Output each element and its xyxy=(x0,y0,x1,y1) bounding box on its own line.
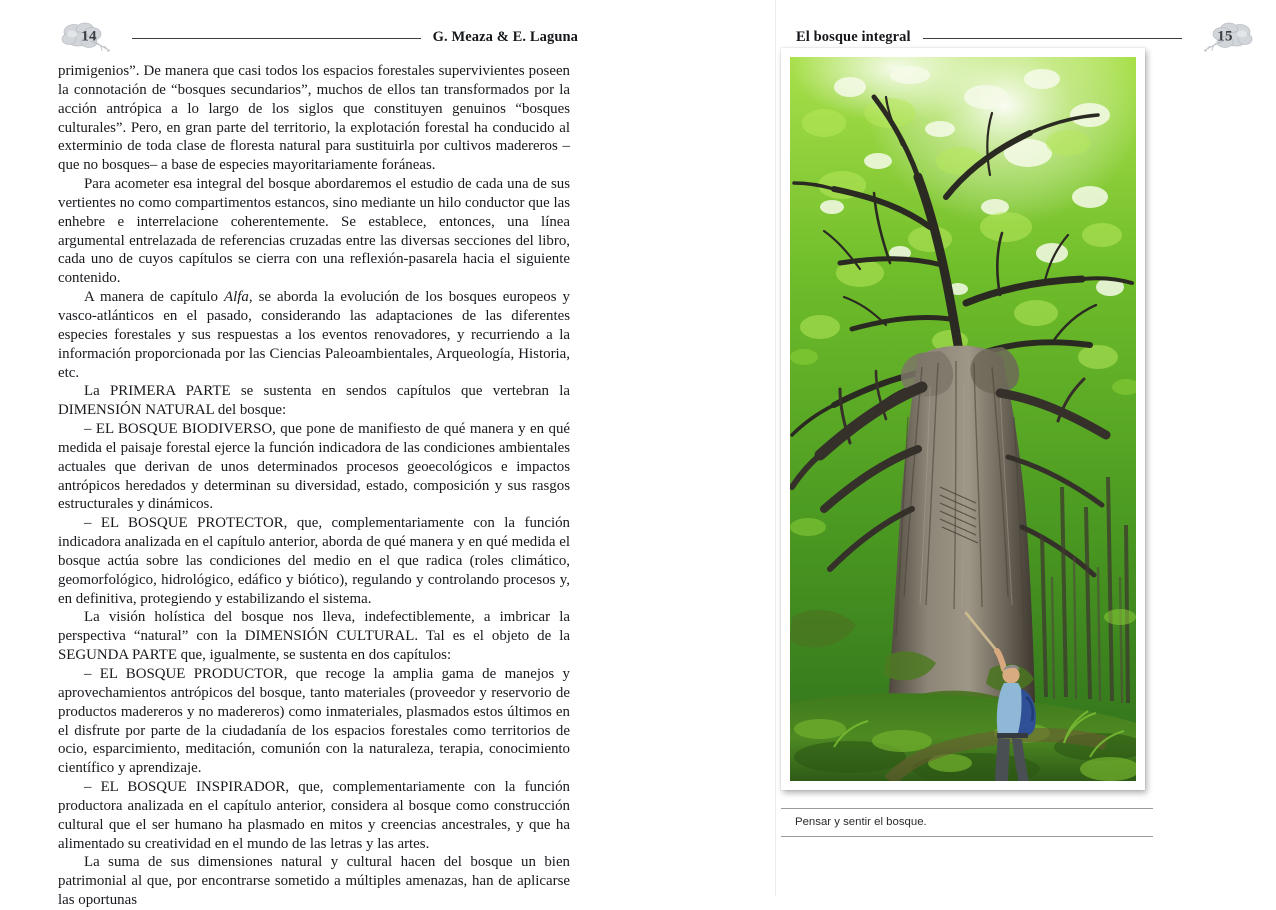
running-head-rule-left xyxy=(132,38,421,39)
running-head-title-left: G. Meaza & E. Laguna xyxy=(432,28,578,45)
right-page xyxy=(775,0,1276,896)
page-number-left: 14 xyxy=(81,28,97,45)
paragraph: – EL BOSQUE PRODUCTOR, que recoge la amplia gama de manejos y aprovechamientos antrópicos del bosque, tanto materiales (proveedor y reservorio de productos madereros y no madereros) como inmateriales, plasmados estos últimos en el disfrute por parte de la ciudadanía de los espacios forestales como territorios de ocio, esparcimiento, meditación, comunión con la naturaleza, terapia, conocimiento científico y aprendizaje. xyxy=(58,666,570,777)
body-text-column xyxy=(58,62,570,910)
figure xyxy=(781,48,1167,837)
paragraph: Para acometer esa integral del bosque abordaremos el estudio de cada una de sus vertientes no como compartimentos estancos, sino mediante un hilo conductor que las enhebre e interrelacione coherentemente. Se establece, entonces, una línea argumental entrelazada de referencias cruzadas entre las diversas secciones del libro, cada uno de cuyos capítulos se cierra con una reflexión-pasarela hacia el siguiente contenido. xyxy=(58,176,570,287)
paragraph: – EL BOSQUE BIODIVERSO, que pone de manifiesto de qué manera y en qué medida el paisaje forestal ejerce la función indicadora de las condiciones ambientales actuales que derivan de unos determinados procesos geoecológicos e impactos antrópicos heredados y determinan su diversidad, estado, composición y sus rasgos estructurales y dinámicos. xyxy=(58,421,570,513)
paragraph: primigenios”. De manera que casi todos los espacios forestales supervivientes poseen la connotación de “bosques secundarios”, muchos de ellos tan transformados por la acción antrópica a lo largo de los siglos que constituyen genuinos “bosques culturales”. Pero, en gran parte del territorio, la explotación forestal ha conducido al exterminio de toda clase de floresta natural para sustituirla por cultivos madereros –que no bosques– a base de especies mayoritariamente foráneas. xyxy=(58,63,570,174)
figure-caption: Pensar y sentir el bosque. xyxy=(795,816,927,828)
leaf-ornament-icon xyxy=(58,20,120,54)
paragraph: La suma de sus dimensiones natural y cultural hacen del bosque un bien patrimonial al que, por encontrarse sometido a múltiples amenazas, han de aplicarse las oportunas xyxy=(58,854,570,909)
leaf-ornament-icon xyxy=(1194,20,1256,54)
photo-frame xyxy=(781,48,1145,790)
forest-photograph xyxy=(790,57,1136,781)
paragraph: – EL BOSQUE PROTECTOR, que, complementariamente con la función indicadora analizada en el capítulo anterior, aborda de qué manera y en qué medida el bosque actúa sobre las condiciones del medio en el que radica (roles climático, geomorfológico, hidrológico, edáfico y biótico), regulando y controlando procesos y, en definitiva, protegiendo y estabilizando el sistema. xyxy=(58,515,570,607)
italic-term: Alfa xyxy=(223,289,249,306)
paragraph-text-after-italic: , se aborda la evolución de los bosques europeos y vasco-atlánticos en el pasado, considerando las adaptaciones de las diferentes especies forestales y sus respuestas a los eventos renovadores, y recurriendo a la información proporcionada por las Ciencias Paleoambientales, Arqueología, Historia, etc. xyxy=(58,289,570,381)
paragraph: – EL BOSQUE INSPIRADOR, que, complementariamente con la función productora analizada en el capítulo anterior, considera al bosque como construcción cultural que el ser humano ha plasmado en mitos y creencias ancestrales, y que ha alimentado su creatividad en el mundo de las letras y las artes. xyxy=(58,779,570,852)
page-number-right: 15 xyxy=(1217,28,1233,45)
running-head-rule-right xyxy=(923,38,1182,39)
paragraph: La PRIMERA PARTE se sustenta en sendos capítulos que vertebran la DIMENSIÓN NATURAL del bosque: xyxy=(58,383,570,419)
paragraph-with-italic xyxy=(58,288,570,382)
running-head-left xyxy=(58,20,578,54)
paragraph: La visión holística del bosque nos lleva, indefectiblemente, a imbricar la perspectiva “natural” con la DIMENSIÓN CULTURAL. Tal es el objeto de la SEGUNDA PARTE que, igualmente, se sustenta en dos capítulos: xyxy=(58,609,570,664)
running-head-title-right: El bosque integral xyxy=(796,28,911,45)
figure-caption-box xyxy=(781,808,1153,837)
paragraph-text-before-italic: A manera de capítulo xyxy=(84,289,224,306)
